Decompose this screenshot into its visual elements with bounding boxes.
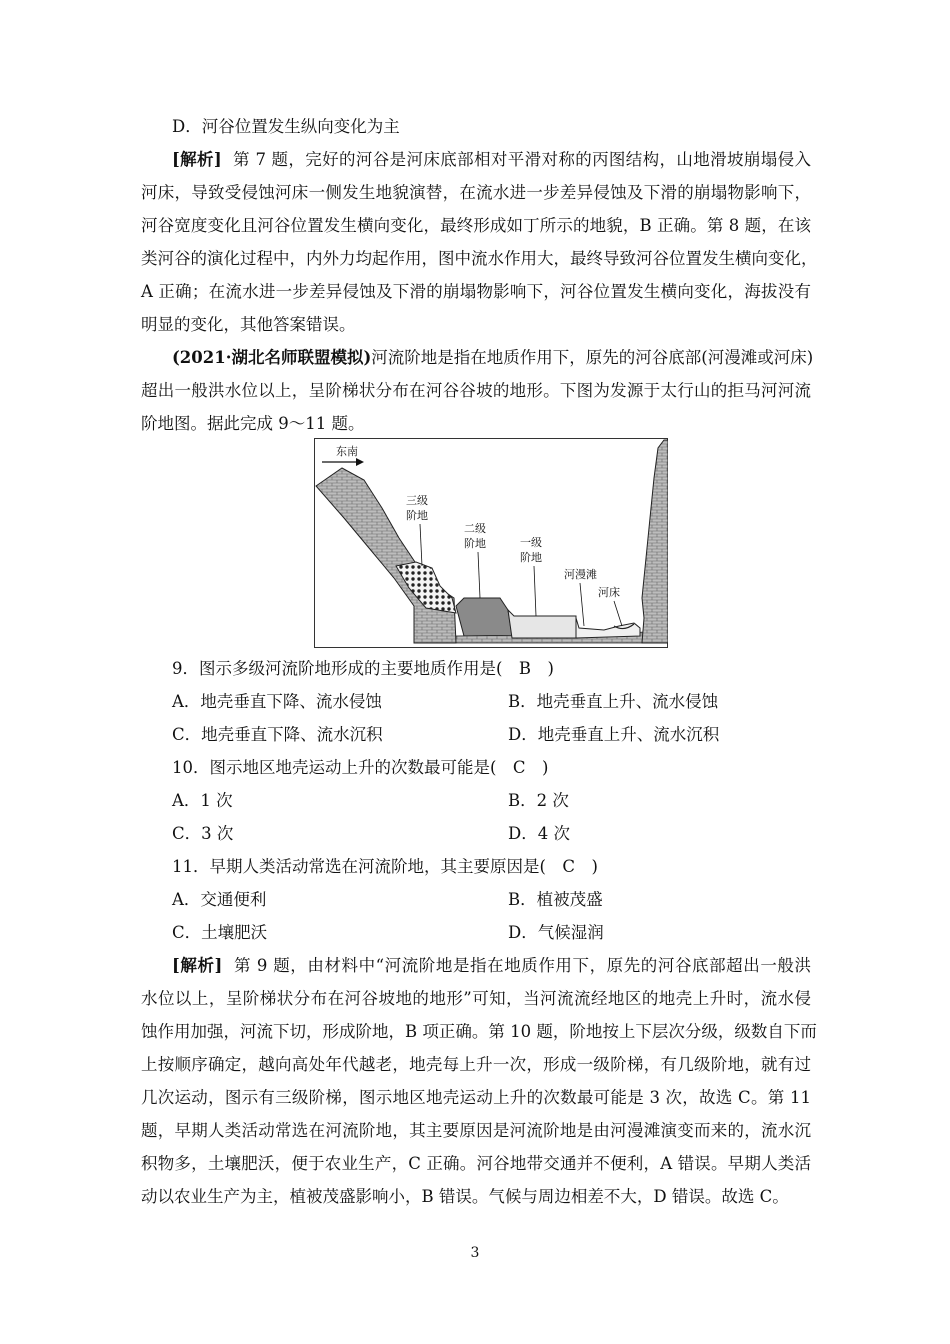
question-9-option-c: C．地壳垂直下降、流水沉积	[172, 725, 383, 744]
analysis1-line-5: A 正确；在流水进一步差异侵蚀及下滑的崩塌物影响下，河谷位置发生横向变化，海拔没有	[141, 282, 811, 301]
analysis2-line-7: 积物多，土壤肥沃，便于农业生产，C 正确。河谷地带交通并不便利，A 错误。早期人类活	[141, 1154, 811, 1173]
second-terrace-deposit	[456, 598, 512, 636]
question-9-option-b: B．地壳垂直上升、流水侵蚀	[508, 692, 719, 711]
question-11-option-row-2	[172, 916, 842, 949]
question-10-option-row-2	[172, 817, 842, 850]
analysis1-line-1: [解析] 第 7 题，完好的河谷是河床底部相对平滑对称的丙图结构，山地滑坡崩塌侵入	[172, 150, 811, 169]
analysis2-tag: [解析]	[172, 956, 223, 975]
analysis2-line-8: 动以农业生产为主，植被茂盛影响小，B 错误。气候与周边相差不大，D 错误。故选 C。	[141, 1187, 789, 1206]
analysis2-line-1: [解析] 第 9 题，由材料中“河流阶地是指在地质作用下，原先的河谷底部超出一般洪	[172, 956, 811, 975]
intro-line-1: (2021·湖北名师联盟模拟)河流阶地是指在地质作用下，原先的河谷底部(河漫滩或河床)	[172, 348, 814, 367]
question-9-option-a: A．地壳垂直下降、流水侵蚀	[172, 692, 382, 711]
question-11-option-b: B．植被茂盛	[508, 890, 603, 909]
page-number: 3	[470, 1245, 480, 1261]
question-10-option-a: A．1 次	[172, 791, 233, 810]
question-9-stem: 9．图示多级河流阶地形成的主要地质作用是( B )	[172, 659, 554, 678]
question-11-option-row-1	[172, 883, 842, 916]
question-10-option-c: C．3 次	[172, 824, 234, 843]
q8-option-d: D．河谷位置发生纵向变化为主	[172, 117, 400, 136]
analysis2-line-4: 上按顺序确定，越向高处年代越老，地壳每上升一次，形成一级阶梯，有几级阶地，就有过	[141, 1055, 811, 1074]
question-11-option-c: C．土壤肥沃	[172, 923, 268, 942]
question-9-option-row-1	[172, 685, 842, 718]
analysis1-line-3: 河谷宽度变化且河谷位置发生横向变化，最终形成如丁所示的地貌，B 正确。第 8 题，在该	[141, 216, 811, 235]
terrace3-label-line2: 阶地	[406, 509, 428, 522]
analysis1-line-2: 河床，导致受侵蚀河床一侧发生地貌演替，在流水进一步差异侵蚀及下滑的崩塌物影响下，	[141, 183, 811, 202]
question-11-option-a: A．交通便利	[172, 890, 267, 909]
riverbed-label: 河床	[598, 586, 620, 599]
intro-line-3: 阶地图。据此完成 9～11 题。	[141, 414, 365, 433]
question-9-option-d: D．地壳垂直上升、流水沉积	[508, 725, 720, 744]
terrace2-label-line1: 二级	[464, 522, 486, 535]
river-terrace-figure	[314, 438, 668, 648]
floodplain-label: 河漫滩	[564, 568, 597, 581]
analysis2-line-6: 题，早期人类活动常选在河流阶地，其主要原因是河流阶地是由河漫滩演变而来的，流水沉	[141, 1121, 811, 1140]
analysis1-tag: [解析]	[172, 150, 222, 169]
analysis2-line-5: 几次运动，图示有三级阶梯，图示地区地壳运动上升的次数最可能是 3 次，故选 C。第 11	[141, 1088, 811, 1107]
terrace1-label-line2: 阶地	[520, 551, 542, 564]
question-9-option-row-2	[172, 718, 842, 751]
question-11-stem: 11．早期人类活动常选在河流阶地，其主要原因是( C )	[172, 857, 598, 876]
analysis1-line-4: 类河谷的演化过程中，内外力均起作用，图中流水作用大，最终导致河谷位置发生横向变化，	[141, 249, 818, 268]
river-terrace-diagram	[314, 438, 668, 648]
analysis2-line-3: 蚀作用加强，河流下切，形成阶地，B 项正确。第 10 题，阶地按上下层次分级，级数自下而	[141, 1022, 817, 1041]
direction-label: 东南	[336, 445, 358, 458]
terrace2-label-line2: 阶地	[464, 537, 486, 550]
terrace3-label-line1: 三级	[406, 494, 428, 507]
question-10-option-row-1	[172, 784, 842, 817]
intro-line-2: 超出一般洪水位以上，呈阶梯状分布在河谷谷坡的地形。下图为发源于太行山的拒马河河流	[141, 381, 811, 400]
terrace1-label-line1: 一级	[520, 536, 542, 549]
question-10-option-b: B．2 次	[508, 791, 569, 810]
question-10-stem: 10．图示地区地壳运动上升的次数最可能是( C )	[172, 758, 549, 777]
analysis2-line-2: 水位以上，呈阶梯状分布在河谷坡地的地形”可知，当河流流经地区的地壳上升时，流水侵	[141, 989, 811, 1008]
question-11-option-d: D．气候湿润	[508, 923, 604, 942]
analysis1-line-6: 明显的变化，其他答案错误。	[141, 315, 356, 334]
intro-source: (2021·湖北名师联盟模拟)	[172, 348, 372, 367]
question-10-option-d: D．4 次	[508, 824, 570, 843]
